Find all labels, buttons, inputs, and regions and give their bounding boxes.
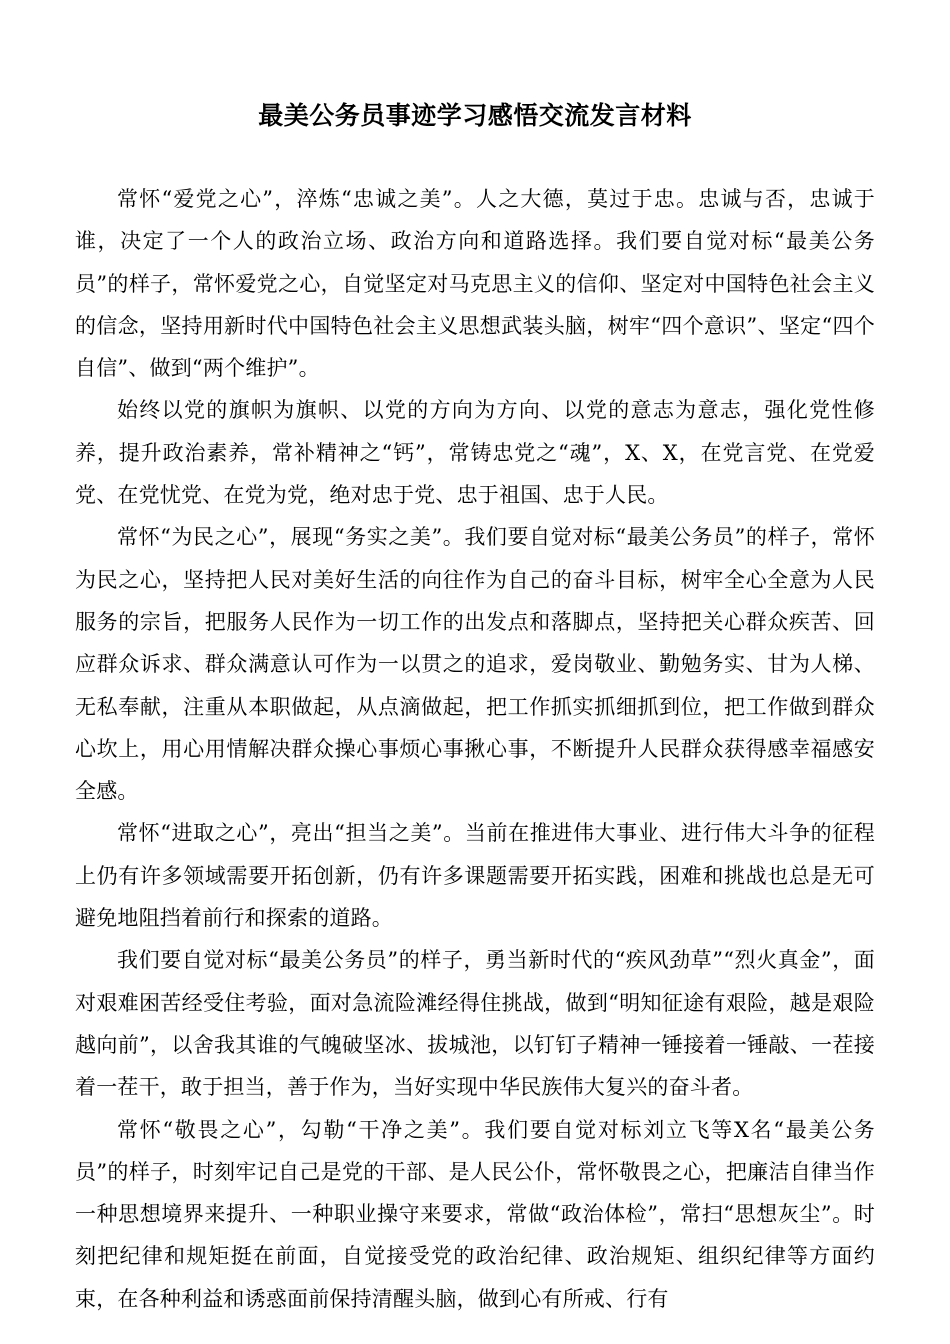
- paragraph-enterprise: 常怀“进取之心”，亮出“担当之美”。当前在推进伟大事业、进行伟大斗争的征程上仍有许多领域需要开拓创新，仍有许多课题需要开拓实践，困难和挑战也总是无可避免地阻挡着前行和探索的道路。: [75, 821, 875, 931]
- paragraph-loyalty: 常怀“爱党之心”，淬炼“忠诚之美”。人之大德，莫过于忠。忠诚与否，忠诚于谁，决定了一个人的政治立场、政治方向和道路选择。我们要自觉对标“最美公务员”的样子，常怀爱党之心，自觉坚定对马克思主义的信仰、坚定对中国特色社会主义的信念，坚持用新时代中国特色社会主义思想武装头脑，树牢“四个意识”、坚定“四个自信”、做到“两个维护”。: [75, 187, 875, 381]
- document-body: [75, 178, 875, 1320]
- paragraph-serve-people: 常怀“为民之心”，展现“务实之美”。我们要自觉对标“最美公务员”的样子，常怀为民之心，坚持把人民对美好生活的向往作为自己的奋斗目标，树牢全心全意为人民服务的宗旨，把服务人民作为一切工作的出发点和落脚点，坚持把关心群众疾苦、回应群众诉求、群众满意认可作为一以贯之的追求，爱岗敬业、勤勉务实、甘为人梯、无私奉献，注重从本职做起，从点滴做起，把工作抓实抓细抓到位，把工作做到群众心坎上，用心用情解决群众操心事烦心事揪心事，不断提升人民群众获得感幸福感安全感。: [75, 525, 875, 804]
- paragraph-responsibility: 我们要自觉对标“最美公务员”的样子，勇当新时代的“疾风劲草”“烈火真金”，面对艰难困苦经受住考验，面对急流险滩经得住挑战，做到“明知征途有艰险，越是艰险越向前”，以舍我其谁的气魄破坚冰、拔城池，以钉钉子精神一锤接着一锤敲、一茬接着一茬干，敢于担当，善于作为，当好实现中华民族伟大复兴的奋斗者。: [75, 948, 875, 1100]
- paragraph-party-banner: 始终以党的旗帜为旗帜、以党的方向为方向、以党的意志为意志，强化党性修养，提升政治素养，常补精神之“钙”，常铸忠党之“魂”，X、X，在党言党、在党爱党、在党忧党、在党为党，绝对忠于党、忠于祖国、忠于人民。: [75, 398, 875, 508]
- paragraph-integrity: 常怀“敬畏之心”，勾勒“干净之美”。我们要自觉对标刘立飞等X名“最美公务员”的样子，时刻牢记自己是党的干部、是人民公仆，常怀敬畏之心，把廉洁自律当作一种思想境界来提升、一种职业操守来要求，常做“政治体检”，常扫“思想灰尘”。时刻把纪律和规矩挺在前面，自觉接受党的政治纪律、政治规矩、组织纪律等方面约束，在各种利益和诱惑面前保持清醒头脑，做到心有所戒、行有: [75, 1117, 875, 1311]
- document-title: 最美公务员事迹学习感悟交流发言材料: [258, 101, 692, 130]
